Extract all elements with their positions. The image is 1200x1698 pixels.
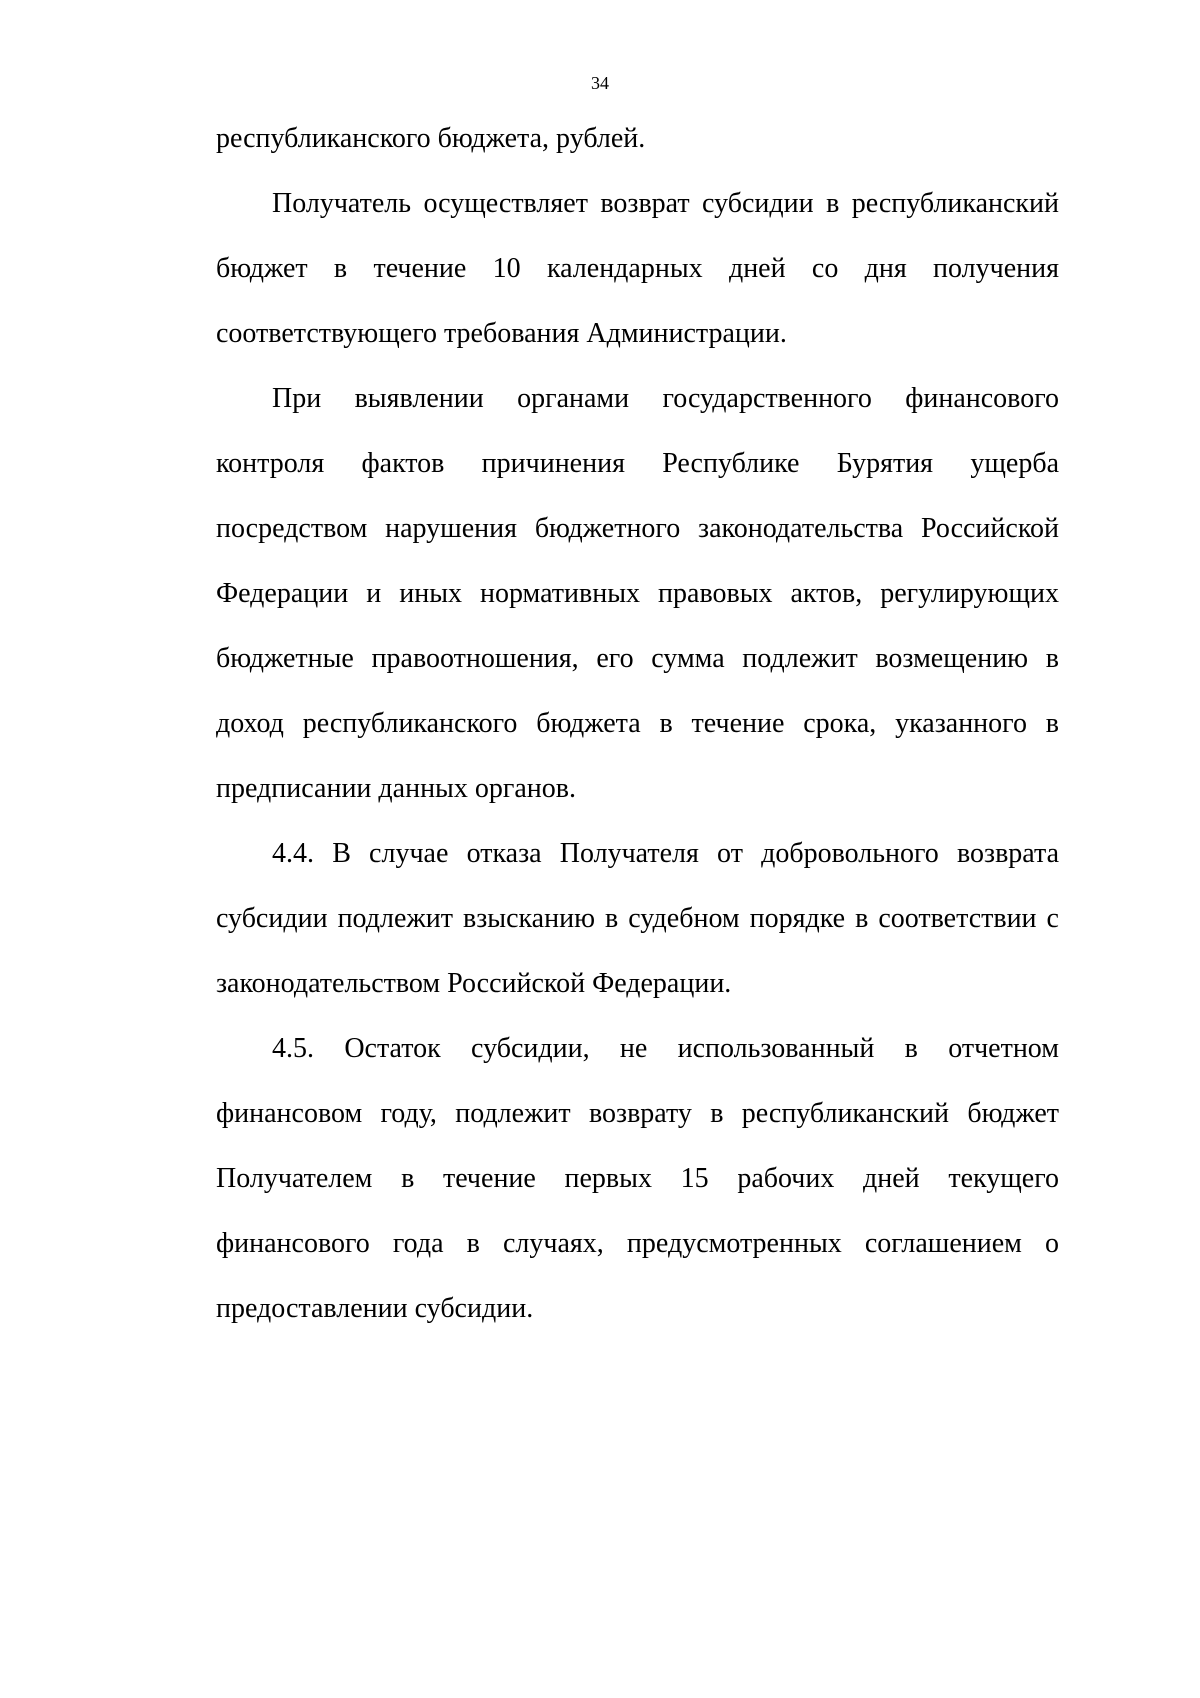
paragraph-subsidy-return: Получатель осуществляет возврат субсидии в республиканский бюджет в течение 10 календарных дней со дня получения соответствующего требования Администрации. (216, 188, 1059, 349)
paragraph-financial-control: При выявлении органами государственного финансового контроля фактов причинения Республике Бурятия ущерба посредством нарушения бюджетного законодательства Российской Федерации и иных нормативных правовых актов, регулирующих бюджетные правоотношения, его сумма подлежит возмещению в доход республиканского бюджета в течение срока, указанного в предписании данных органов. (216, 383, 1059, 804)
paragraph-continuation: республиканского бюджета, рублей. (216, 123, 646, 154)
paragraph-4-4: 4.4. В случае отказа Получателя от добровольного возврата субсидии подлежит взысканию в судебном порядке в соответствии с законодательством Российской Федерации. (216, 838, 1059, 999)
paragraph-4-5: 4.5. Остаток субсидии, не использованный в отчетном финансовом году, подлежит возврату в республиканский бюджет Получателем в течение первых 15 рабочих дней текущего финансового года в случаях, предусмотренных соглашением о предоставлении субсидии. (216, 1033, 1059, 1324)
document-body (216, 106, 1059, 1341)
page-number: 34 (591, 73, 609, 93)
